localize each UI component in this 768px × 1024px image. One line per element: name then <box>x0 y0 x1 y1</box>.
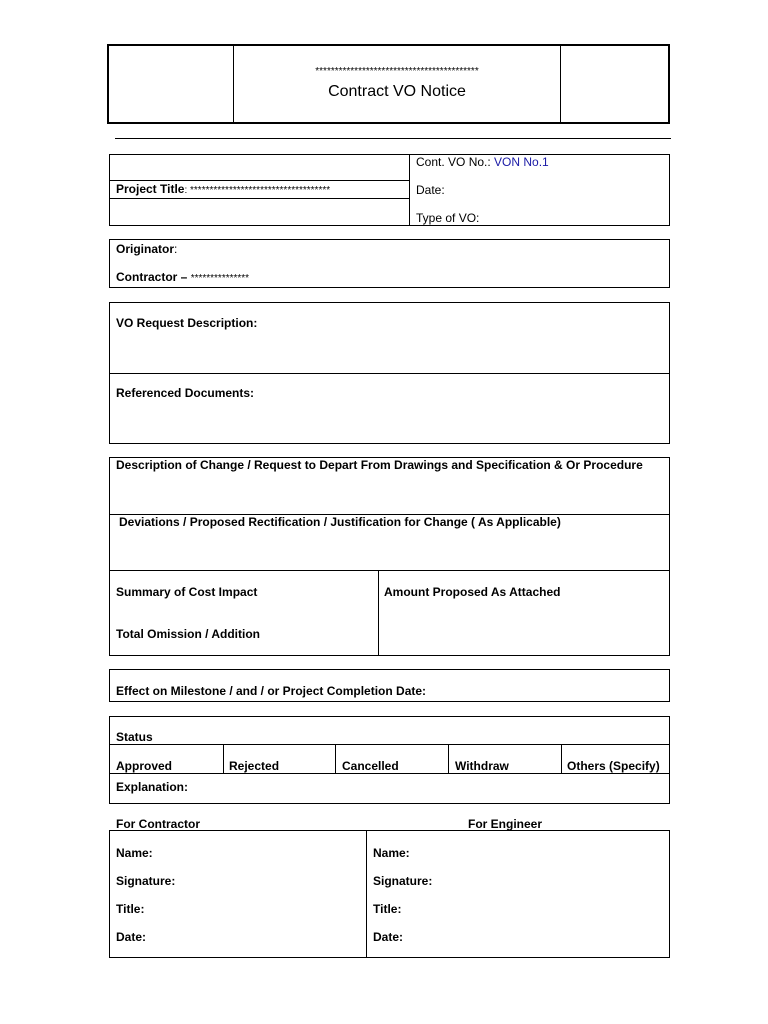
cont-vo-no-label: Cont. VO No.: <box>416 155 495 169</box>
status-col-2 <box>335 744 336 773</box>
header-divider-right <box>560 45 561 123</box>
status-col-1 <box>223 744 224 773</box>
page-title: Contract VO Notice <box>328 83 466 100</box>
status-option-others: Others (Specify) <box>567 759 660 773</box>
contractor-value: *************** <box>190 273 250 284</box>
cont-vo-no-value: VON No.1 <box>494 155 549 169</box>
project-title-label: Project Title <box>116 182 185 196</box>
total-omission-label: Total Omission / Addition <box>116 627 260 641</box>
contractor-name-label: Name: <box>116 846 153 860</box>
contractor-date-label: Date: <box>116 930 147 944</box>
engineer-title-label: Title: <box>373 902 402 916</box>
contractor-label: Contractor – <box>116 270 191 284</box>
cost-divider <box>378 570 379 656</box>
project-row-line-2 <box>109 198 409 199</box>
status-option-approved: Approved <box>116 759 173 773</box>
status-divider-2 <box>109 773 670 774</box>
project-title-value: : ************************************ <box>184 185 331 196</box>
for-engineer-heading: For Engineer <box>468 817 543 831</box>
explanation-label: Explanation: <box>116 780 189 794</box>
description-of-change-label: Description of Change / Request to Depart From Drawings and Specification & Or Procedure <box>116 458 643 472</box>
status-option-cancelled: Cancelled <box>342 759 399 773</box>
originator-label: Originator <box>116 242 175 256</box>
status-option-withdraw: Withdraw <box>455 759 509 773</box>
status-label: Status <box>116 730 153 744</box>
header-stars: ****************************************** <box>315 66 479 77</box>
status-col-4 <box>561 744 562 773</box>
type-of-vo-label: Type of VO: <box>416 211 480 225</box>
vo-request-divider <box>109 373 670 374</box>
date-label: Date: <box>416 183 445 197</box>
engineer-name-label: Name: <box>373 846 410 860</box>
project-row-line-1 <box>109 180 409 181</box>
engineer-signature-label: Signature: <box>373 874 433 888</box>
originator-field <box>116 242 177 256</box>
for-contractor-heading: For Contractor <box>116 817 200 831</box>
project-title-field <box>116 182 330 198</box>
contractor-signature-label: Signature: <box>116 874 176 888</box>
status-divider-1 <box>109 744 670 745</box>
milestone-label: Effect on Milestone / and / or Project Completion Date: <box>116 684 427 698</box>
status-col-3 <box>448 744 449 773</box>
contractor-field <box>116 270 249 286</box>
separator-line <box>115 138 671 139</box>
vo-request-description-label: VO Request Description: <box>116 316 258 330</box>
engineer-date-label: Date: <box>373 930 404 944</box>
referenced-documents-label: Referenced Documents: <box>116 386 255 400</box>
change-divider-2 <box>109 570 670 571</box>
contractor-title-label: Title: <box>116 902 145 916</box>
signoff-divider <box>366 830 367 958</box>
summary-of-cost-label: Summary of Cost Impact <box>116 585 258 599</box>
deviations-label: Deviations / Proposed Rectification / Justification for Change ( As Applicable) <box>119 515 561 529</box>
cont-vo-no-field <box>416 155 549 169</box>
status-option-rejected: Rejected <box>229 759 280 773</box>
amount-proposed-label: Amount Proposed As Attached <box>384 585 561 599</box>
originator-colon: : <box>174 242 178 256</box>
project-divider <box>409 154 410 226</box>
